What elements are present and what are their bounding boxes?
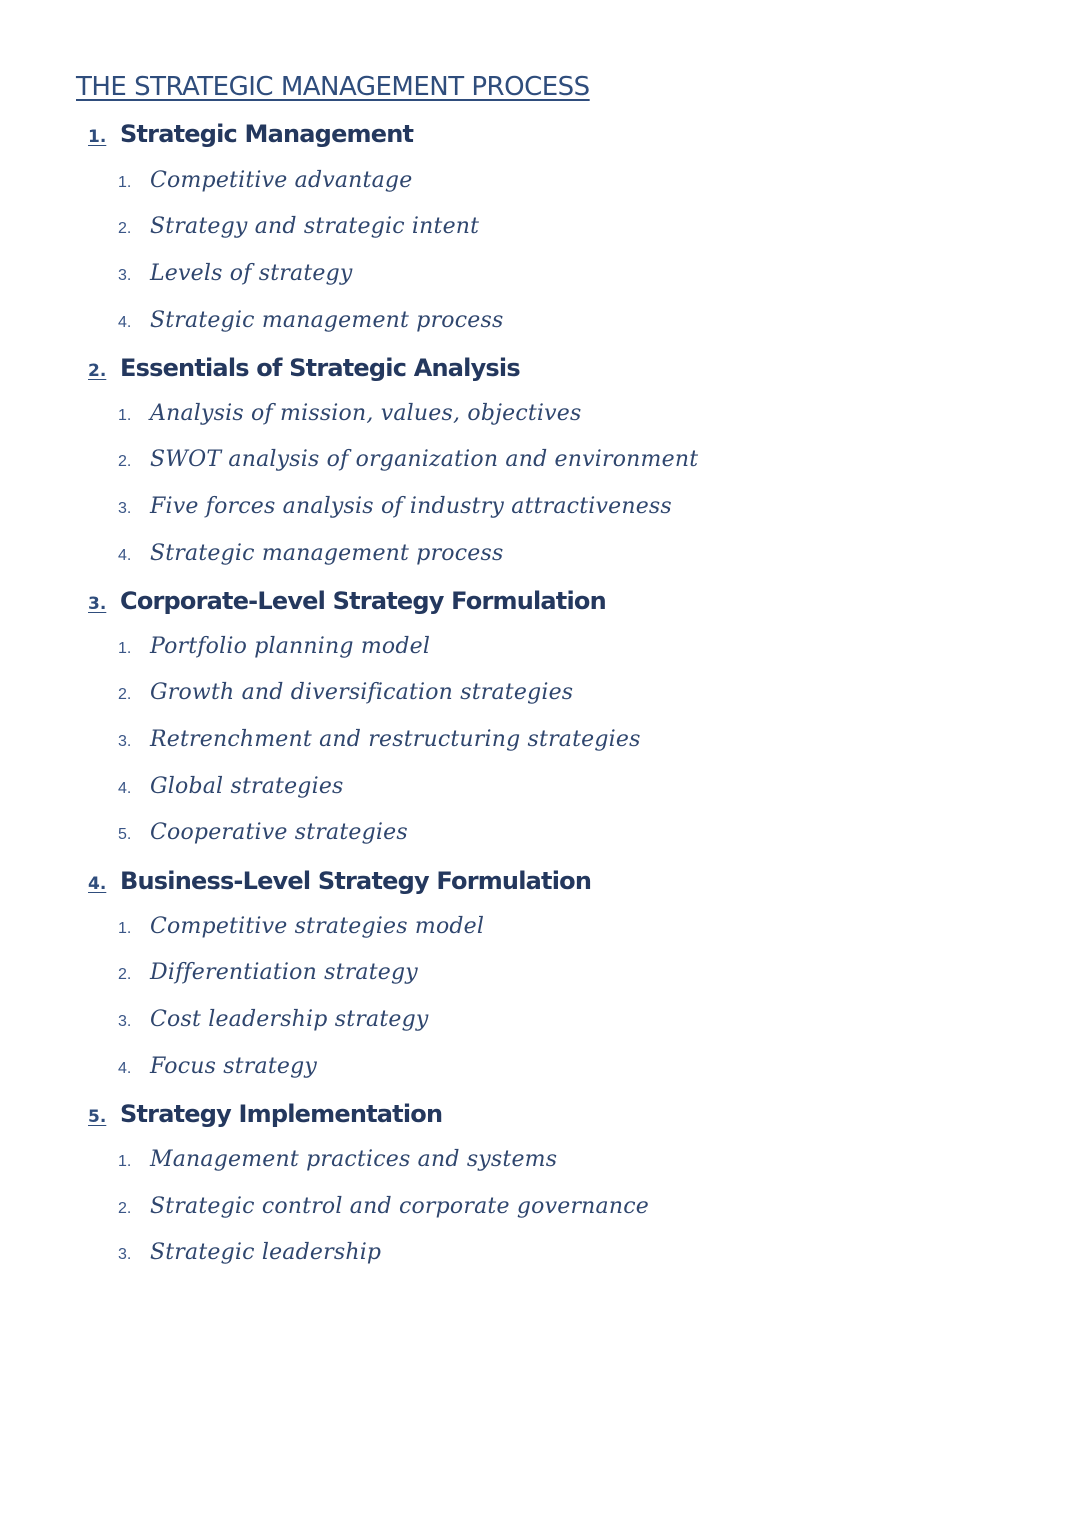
- item-number: 4.: [118, 547, 132, 564]
- list-item: [118, 1054, 317, 1079]
- item-number: 1.: [118, 174, 132, 191]
- item-number: 1.: [118, 920, 132, 937]
- item-number: 2.: [118, 686, 132, 703]
- item-number: 4.: [118, 314, 132, 331]
- list-item: [118, 261, 353, 286]
- item-number: 5.: [118, 826, 132, 843]
- page-title: THE STRATEGIC MANAGEMENT PROCESS: [76, 72, 590, 102]
- list-item: [118, 1007, 429, 1032]
- item-text: Levels of strategy: [150, 261, 353, 286]
- item-number: 3.: [118, 267, 132, 284]
- item-text: Five forces analysis of industry attractiveness: [150, 494, 672, 519]
- item-number: 1.: [118, 1153, 132, 1170]
- section-title: Strategic Management: [120, 120, 414, 148]
- item-text: Competitive advantage: [150, 168, 413, 193]
- item-number: 2.: [118, 453, 132, 470]
- item-number: 2.: [118, 966, 132, 983]
- list-item: [118, 914, 484, 939]
- item-text: Strategy and strategic intent: [150, 214, 480, 239]
- item-number: 4.: [118, 1060, 132, 1077]
- item-number: 2.: [118, 220, 132, 237]
- item-text: Growth and diversification strategies: [150, 680, 574, 705]
- section-heading: [88, 354, 520, 382]
- list-item: [118, 634, 430, 659]
- item-text: Cost leadership strategy: [150, 1007, 429, 1032]
- section-title: Corporate-Level Strategy Formulation: [120, 587, 606, 615]
- section-heading: [88, 587, 606, 615]
- item-text: Competitive strategies model: [150, 914, 485, 939]
- list-item: [118, 774, 344, 799]
- section-number: 5.: [88, 1107, 107, 1127]
- list-item: [118, 1240, 381, 1265]
- item-text: Focus strategy: [150, 1054, 318, 1079]
- item-text: SWOT analysis of organization and environment: [150, 447, 699, 472]
- item-text: Strategic management process: [150, 541, 504, 566]
- section-heading: [88, 1100, 442, 1128]
- section-number: 1.: [88, 127, 107, 147]
- list-item: [118, 727, 641, 752]
- list-item: [118, 960, 418, 985]
- list-item: [118, 168, 412, 193]
- item-text: Portfolio planning model: [150, 634, 431, 659]
- section-number: 3.: [88, 594, 107, 614]
- list-item: [118, 447, 698, 472]
- item-number: 2.: [118, 1200, 132, 1217]
- item-text: Cooperative strategies: [150, 820, 408, 845]
- section-title: Essentials of Strategic Analysis: [120, 354, 520, 382]
- item-text: Differentiation strategy: [150, 960, 418, 985]
- list-item: [118, 820, 408, 845]
- list-item: [118, 494, 672, 519]
- item-text: Retrenchment and restructuring strategies: [150, 727, 641, 752]
- item-text: Strategic control and corporate governance: [150, 1194, 649, 1219]
- list-item: [118, 680, 573, 705]
- item-number: 3.: [118, 733, 132, 750]
- section-title: Strategy Implementation: [120, 1100, 443, 1128]
- section-heading: [88, 120, 413, 148]
- list-item: [118, 1147, 557, 1172]
- item-text: Management practices and systems: [150, 1147, 558, 1172]
- item-number: 1.: [118, 640, 132, 657]
- item-number: 1.: [118, 407, 132, 424]
- item-number: 3.: [118, 1013, 132, 1030]
- item-number: 3.: [118, 500, 132, 517]
- section-heading: [88, 867, 591, 895]
- list-item: [118, 214, 479, 239]
- section-title: Business-Level Strategy Formulation: [120, 867, 592, 895]
- section-number: 4.: [88, 874, 107, 894]
- item-text: Analysis of mission, values, objectives: [150, 401, 582, 426]
- item-text: Strategic leadership: [150, 1240, 382, 1265]
- item-text: Global strategies: [150, 774, 344, 799]
- item-number: 3.: [118, 1246, 132, 1263]
- item-text: Strategic management process: [150, 308, 504, 333]
- list-item: [118, 308, 503, 333]
- list-item: [118, 401, 582, 426]
- section-number: 2.: [88, 361, 107, 381]
- item-number: 4.: [118, 780, 132, 797]
- list-item: [118, 541, 503, 566]
- list-item: [118, 1194, 649, 1219]
